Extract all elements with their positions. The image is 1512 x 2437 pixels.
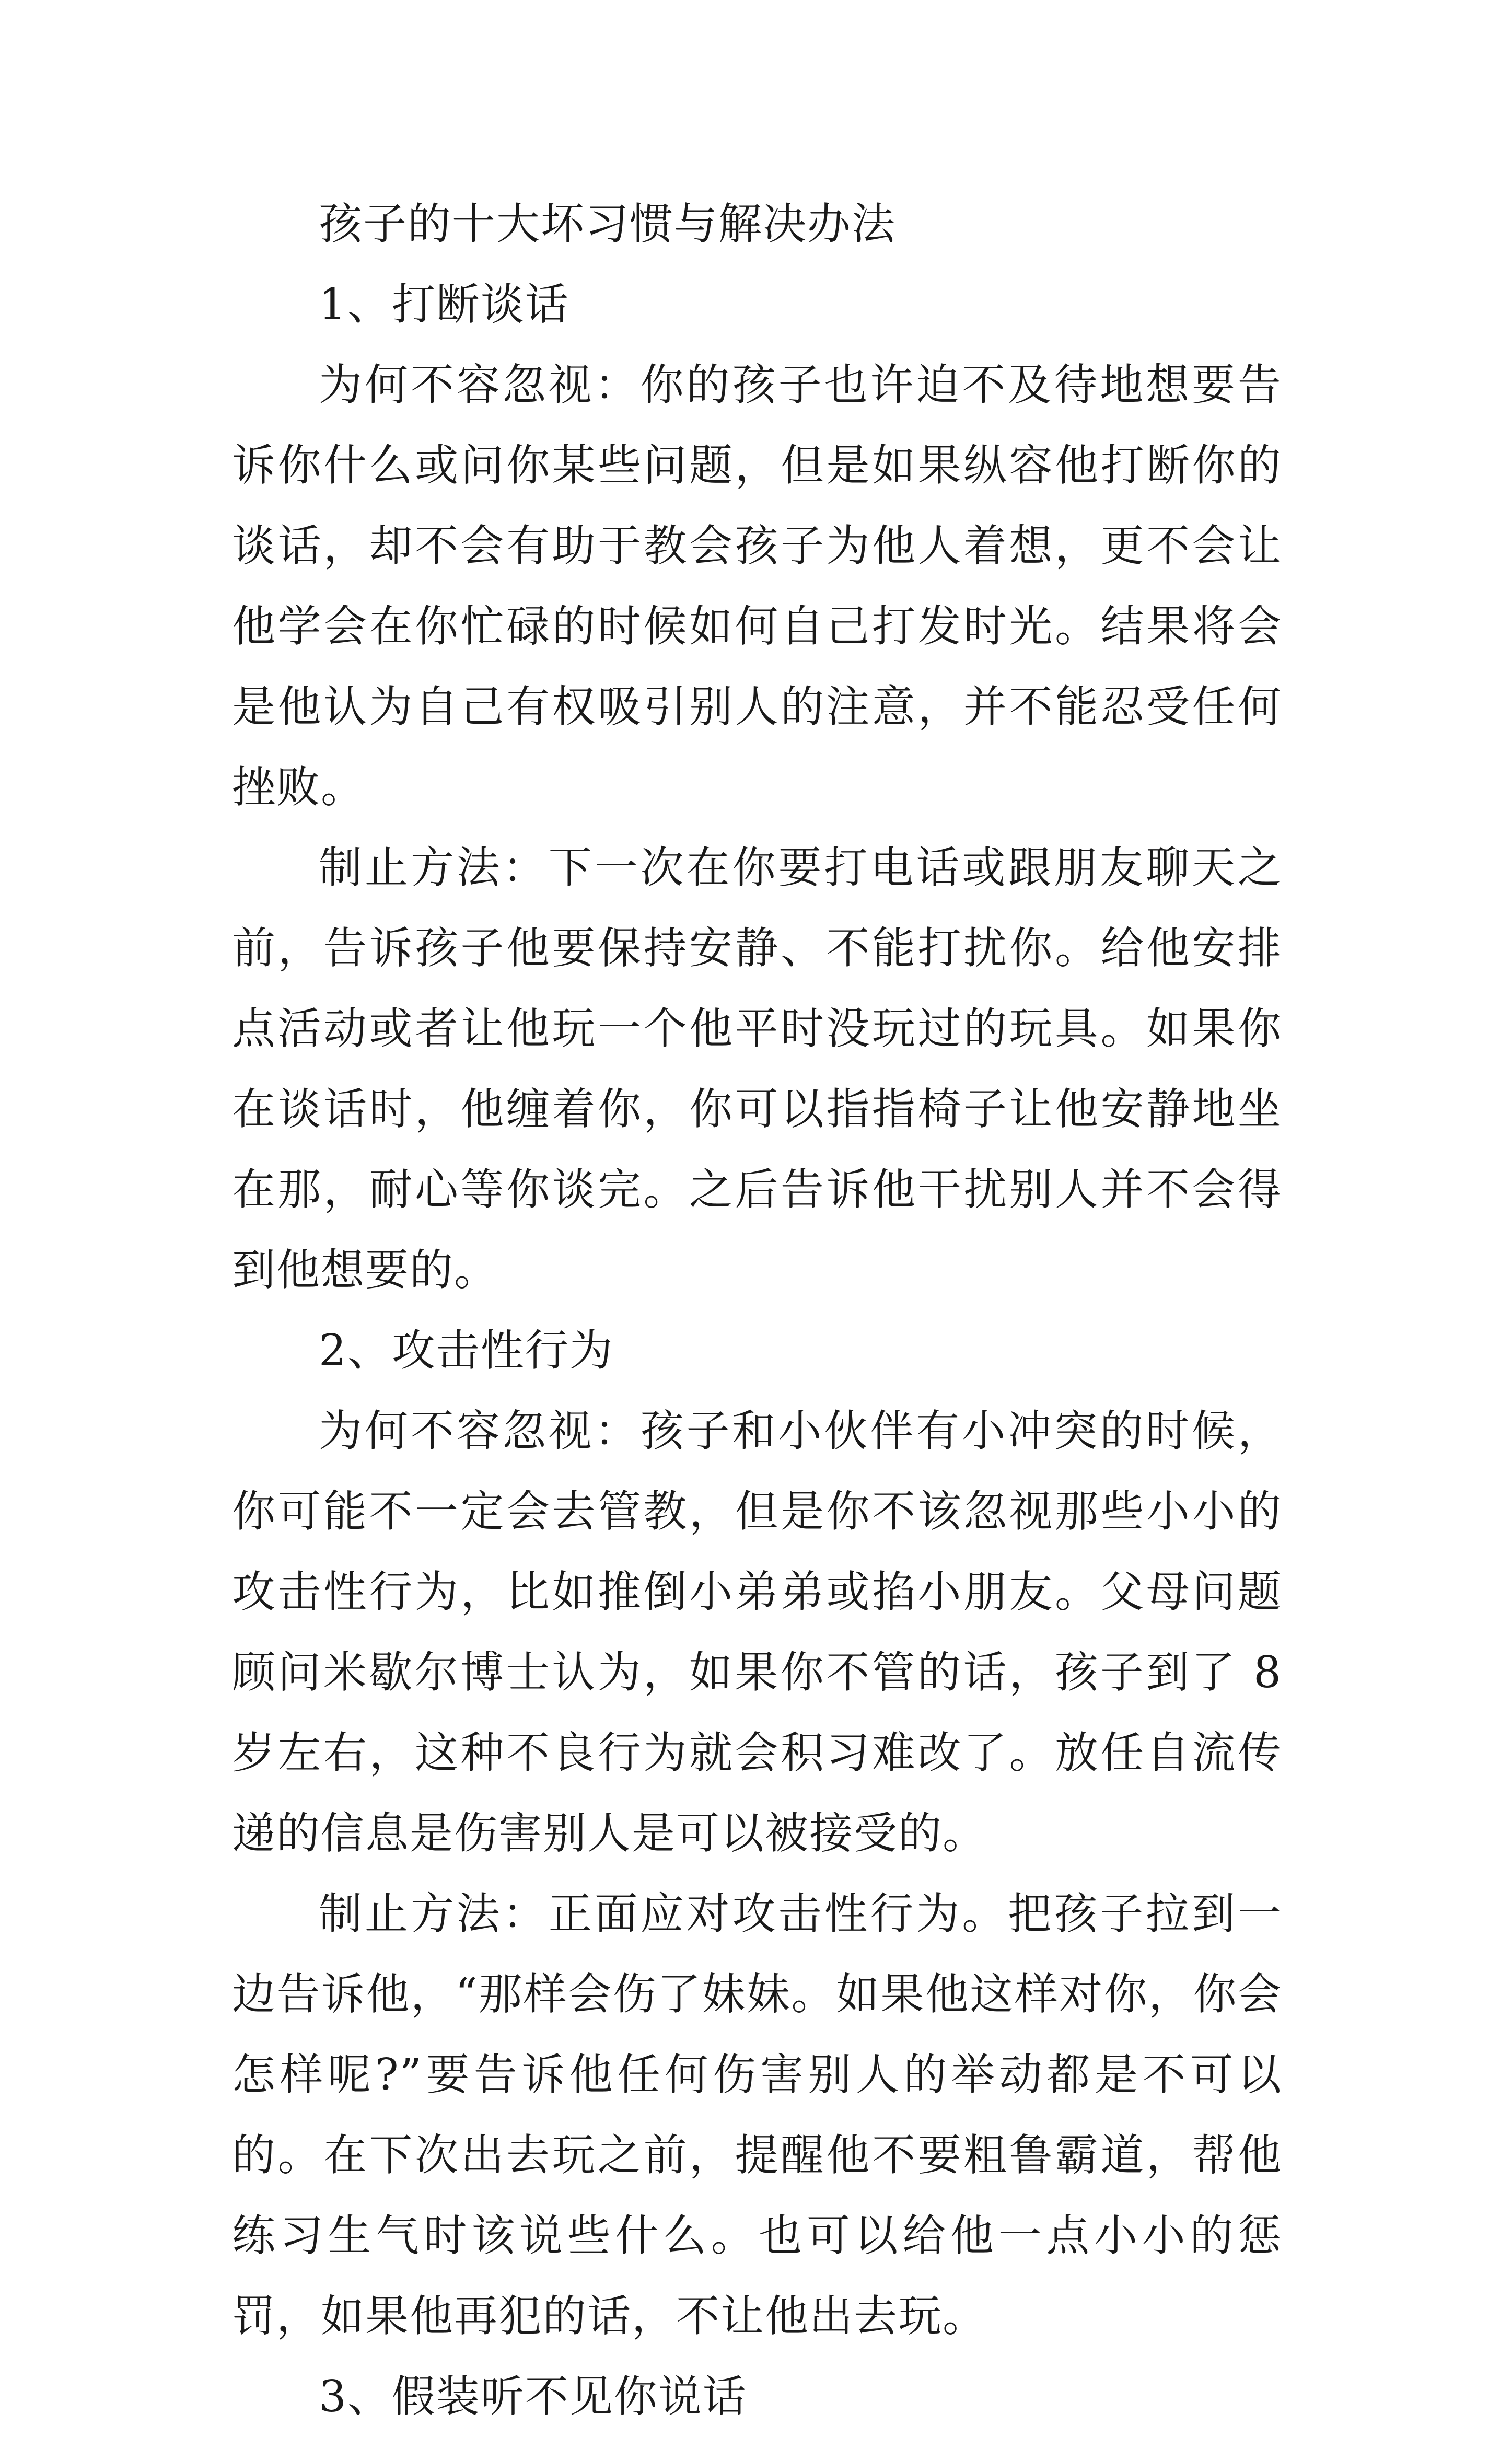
document-title: 孩子的十大坏习惯与解决办法: [319, 199, 896, 249]
section-why-paragraph: 为何不容忽视：你的孩子也许迫不及待地想要告诉你什么或问你某些问题，但是如果纵容他打断你的谈话，却不会有助于教会孩子为他人着想，更不会让他学会在你忙碌的时候如何自己打发时光。结果将会是他认为自己有权吸引别人的注意，并不能忍受任何挫败。: [232, 359, 1282, 813]
document-body: [232, 184, 1282, 2437]
section-heading: 2、攻击性行为: [319, 1325, 614, 1376]
section-how-paragraph: 制止方法：下一次在你要打电话或跟朋友聊天之前，告诉孩子他要保持安静、不能打扰你。给他安排点活动或者让他玩一个他平时没玩过的玩具。如果你在谈话时，他缠着你，你可以指指椅子让他安静地坐在那，耐心等你谈完。之后告诉他干扰别人并不会得到他想要的。: [232, 842, 1282, 1295]
section-heading: 1、打断谈话: [319, 279, 569, 330]
section-how-paragraph: 制止方法：正面应对攻击性行为。把孩子拉到一边告诉他，“那样会伤了妹妹。如果他这样对你，你会怎样呢?”要告诉他任何伤害别人的举动都是不可以的。在下次出去玩之前，提醒他不要粗鲁霸道，帮他练习生气时该说些什么。也可以给他一点小小的惩罚，如果他再犯的话，不让他出去玩。: [232, 1888, 1282, 2341]
section-heading: 3、假装听不见你说话: [319, 2371, 747, 2422]
section-why-paragraph: 为何不容忽视：孩子和小伙伴有小冲突的时候，你可能不一定会去管教，但是你不该忽视那些小小的攻击性行为，比如推倒小弟弟或掐小朋友。父母问题顾问米歇尔博士认为，如果你不管的话，孩子到了 8 岁左右，这种不良行为就会积习难改了。放任自流传递的信息是伤害别人是可以被接受的。: [232, 1406, 1282, 1859]
